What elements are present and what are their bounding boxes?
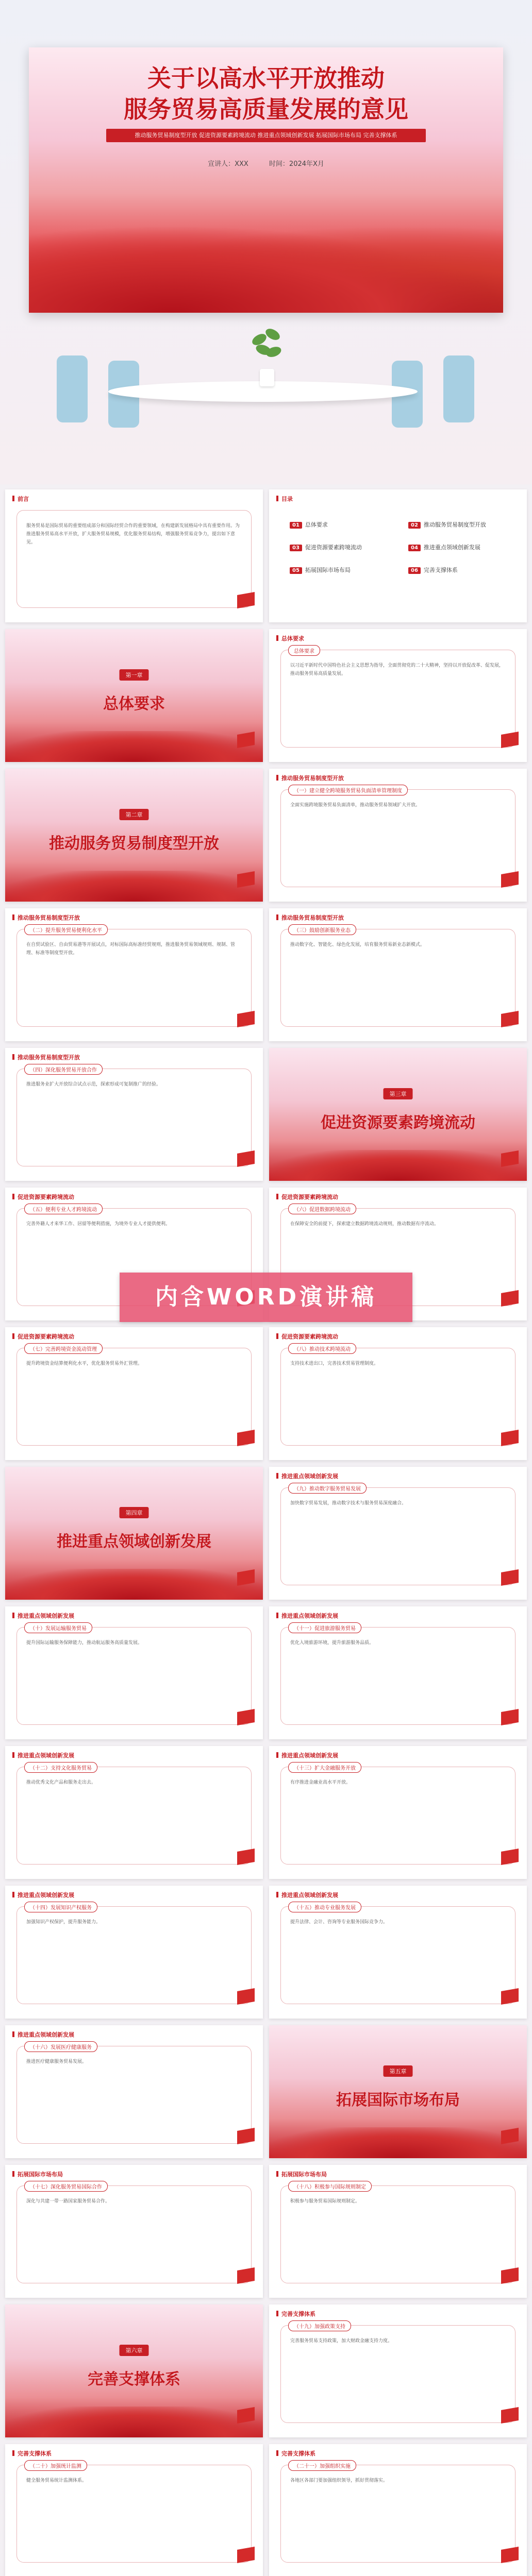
body-text: 支持技术进出口，完善技术贸易管理制度。	[290, 1361, 379, 1366]
slide-thumbnail	[5, 1746, 263, 1879]
slide-title: 拓展国际市场布局	[276, 2170, 327, 2178]
slide-thumbnail	[269, 1606, 527, 1739]
time-label: 时间：2024年X月	[269, 160, 324, 168]
toc-label: 总体要求	[305, 521, 328, 528]
cover-title	[29, 63, 503, 125]
slide-thumbnail	[5, 1606, 263, 1739]
mountain-image	[5, 871, 263, 902]
body-text: 积极参与服务贸易国际规则制定。	[290, 2199, 360, 2204]
slide-thumbnail	[269, 1327, 527, 1460]
chapter-heading: 拓展国际市场布局	[336, 2091, 460, 2109]
flag-icon	[237, 592, 255, 608]
section-pill: （五）便利专业人才跨境流动	[24, 1204, 103, 1214]
flag-icon	[501, 1849, 519, 1865]
body-text: 优化入境旅游环境，提升旅游服务品质。	[290, 1640, 374, 1646]
chapter-badge: 第四章	[120, 1507, 149, 1518]
slide-thumbnail	[269, 2025, 527, 2158]
content-card	[16, 1069, 252, 1166]
slide-thumbnail	[269, 629, 527, 762]
slide-thumbnail	[5, 908, 263, 1041]
slide-title: 促进资源要素跨境流动	[12, 1332, 74, 1341]
body-text: 提升国际运输服务保障能力，推动航运服务高质量发展。	[26, 1640, 143, 1646]
body-text: 推动数字化、智能化、绿色化发展，培育服务贸易新业态新模式。	[290, 942, 425, 947]
chapter-badge: 第六章	[120, 2345, 149, 2356]
section-pill: （一）建立健全跨境服务贸易负面清单管理制度	[288, 785, 408, 795]
slide-thumbnail	[5, 629, 263, 762]
content-card	[280, 2185, 516, 2283]
cover-subtitle: 推动服务贸易制度型开放 促进资源要素跨境流动 推进重点领域创新发展 拓展国际市场布局 完善支撑体系	[106, 129, 426, 142]
section-pill: （十四）发展知识产权服务	[24, 1902, 97, 1912]
body-text: 有序推进金融业高水平开放。	[290, 1780, 351, 1785]
content-card	[280, 1906, 516, 2004]
toc-item	[408, 566, 458, 574]
flag-icon	[501, 2267, 519, 2284]
content-card	[280, 1487, 516, 1585]
section-pill: （十二）支持文化服务贸易	[24, 1762, 97, 1773]
toc-item	[290, 520, 328, 529]
mountain-image	[269, 2127, 527, 2158]
section-pill: （十六）发展医疗健康服务	[24, 2041, 97, 2052]
slide-thumbnail	[5, 489, 263, 622]
slide-thumbnail	[5, 2304, 263, 2437]
slide-title: 推进重点领域创新发展	[276, 1612, 338, 1620]
slide-thumbnail	[269, 1746, 527, 1879]
slide-thumbnail	[5, 1886, 263, 2019]
slide-title: 目录	[276, 495, 293, 503]
presenter-label: 宣讲人：XXX	[208, 160, 248, 168]
mountain-image	[5, 2406, 263, 2437]
mountain-image	[5, 1569, 263, 1600]
content-card	[280, 929, 516, 1027]
slide-title: 促进资源要素跨境流动	[12, 1193, 74, 1201]
chapter-heading: 推动服务贸易制度型开放	[49, 835, 219, 853]
content-card	[16, 1627, 252, 1725]
body-text: 深化与共建一带一路国家服务贸易合作。	[26, 2199, 110, 2204]
toc-item	[290, 543, 362, 551]
slide-title: 拓展国际市场布局	[12, 2170, 63, 2178]
flag-icon	[237, 2267, 255, 2284]
slide-title: 完善支撑体系	[276, 2310, 315, 2318]
slide-thumbnail	[5, 2165, 263, 2298]
toc-item	[408, 543, 480, 551]
section-pill: 总体要求	[288, 645, 320, 656]
chapter-badge: 第二章	[120, 809, 149, 820]
slide-thumbnail	[5, 2025, 263, 2158]
slide-title: 推动服务贸易制度型开放	[12, 913, 80, 922]
slide-title: 前言	[12, 495, 29, 503]
section-pill: （九）推动数字服务贸易发展	[288, 1483, 367, 1494]
slide-title: 完善支撑体系	[12, 2449, 52, 2458]
toc-item	[290, 566, 351, 574]
section-pill: （八）推动技术跨境流动	[288, 1343, 356, 1354]
body-text: 提升跨境资金结算便利化水平，优化服务贸易外汇管理。	[26, 1361, 143, 1366]
chapter-heading: 总体要求	[103, 695, 165, 713]
content-card	[16, 1906, 252, 2004]
section-pill: （十五）推动专业服务发展	[288, 1902, 361, 1912]
body-text: 完善服务贸易支持政策，加大财政金融支持力度。	[290, 2338, 393, 2344]
slide-title: 促进资源要素跨境流动	[276, 1332, 338, 1341]
toc-number: 04	[408, 545, 421, 551]
body-text: 健全服务贸易统计监测体系。	[26, 2478, 87, 2483]
chapter-badge: 第五章	[384, 2065, 413, 2077]
content-card	[16, 2185, 252, 2283]
toc-label: 推动服务贸易制度型开放	[423, 521, 486, 528]
section-pill: （三）鼓励创新服务业态	[288, 924, 356, 935]
toc-number: 06	[408, 567, 421, 574]
flag-icon	[501, 732, 519, 748]
flag-icon	[237, 1988, 255, 2005]
chapter-heading: 促进资源要素跨境流动	[321, 1114, 475, 1132]
flag-icon	[237, 1150, 255, 1167]
section-pill: （十九）加强政策支持	[288, 2320, 351, 2331]
slide-title: 推动服务贸易制度型开放	[12, 1053, 80, 1061]
content-card	[280, 2465, 516, 2563]
mountain-image	[5, 731, 263, 762]
slide-title: 推进重点领域创新发展	[12, 1751, 74, 1759]
section-pill: （十七）深化服务贸易国际合作	[24, 2181, 108, 2192]
toc-number: 02	[408, 522, 421, 529]
toc-item	[408, 520, 486, 529]
content-card	[280, 1348, 516, 1446]
content-card	[280, 2325, 516, 2423]
cover-title-line1: 关于以高水平开放推动	[147, 64, 385, 92]
body-text: 加快数字贸易发展，推动数字技术与服务贸易深度融合。	[290, 1501, 407, 1506]
body-text: 服务贸易是国际贸易的重要组成部分和国际经贸合作的重要领域，在构建新发展格局中具有重要作用。为推进服务贸易高水平开放，扩大服务贸易规模，优化服务贸易结构，增强服务贸易竞争力，提出如下意见。	[26, 523, 240, 545]
slide-title: 推进重点领域创新发展	[12, 1891, 74, 1899]
flag-icon	[501, 871, 519, 888]
chapter-heading: 推进重点领域创新发展	[57, 1533, 211, 1551]
section-pill: （十一）促进旅游服务贸易	[288, 1622, 361, 1633]
section-pill: （七）完善跨境资金流动管理	[24, 1343, 103, 1354]
flag-icon	[237, 1430, 255, 1446]
flag-icon	[501, 1011, 519, 1027]
content-card	[16, 929, 252, 1027]
slide-thumbnail	[5, 1327, 263, 1460]
cover-slide	[29, 47, 503, 313]
slide-thumbnail	[269, 908, 527, 1041]
flag-icon	[237, 2547, 255, 2563]
flag-icon	[501, 2547, 519, 2563]
slide-thumbnail	[269, 2304, 527, 2437]
slide-thumbnail	[269, 1886, 527, 2019]
slide-title: 总体要求	[276, 634, 304, 642]
mountain-image	[29, 225, 503, 313]
section-pill: （二十）加强统计监测	[24, 2460, 87, 2471]
toc-number: 01	[290, 522, 302, 529]
slide-title: 推动服务贸易制度型开放	[276, 913, 344, 922]
flag-icon	[237, 1011, 255, 1027]
body-text: 推进服务业扩大开放综合试点示范，探索形成可复制推广的经验。	[26, 1082, 161, 1087]
flag-icon	[501, 2407, 519, 2424]
body-text: 提升法律、会计、咨询等专业服务国际竞争力。	[290, 1920, 388, 1925]
slide-thumbnail	[269, 2165, 527, 2298]
chair-image	[57, 355, 88, 422]
section-pill: （四）深化服务贸易开放合作	[24, 1064, 103, 1075]
body-text: 推进医疗健康服务贸易发展。	[26, 2059, 87, 2064]
cover-scene	[0, 0, 532, 484]
content-card	[16, 1767, 252, 1865]
slide-thumbnail	[5, 2444, 263, 2576]
section-pill: （二）提升服务贸易便利化水平	[24, 924, 108, 935]
content-card	[280, 789, 516, 887]
mountain-image	[269, 1150, 527, 1181]
plant-image	[252, 330, 282, 386]
chapter-heading: 完善支撑体系	[88, 2370, 180, 2388]
content-card	[16, 2046, 252, 2144]
body-text: 以习近平新时代中国特色社会主义思想为指导，全面贯彻党的二十大精神，坚持以开放促改革、促发展，推动服务贸易高质量发展。	[290, 663, 504, 676]
content-card	[16, 2465, 252, 2563]
slide-thumbnail	[269, 489, 527, 622]
slide-thumbnail	[5, 1048, 263, 1181]
toc-label: 完善支撑体系	[423, 567, 458, 573]
chapter-badge: 第一章	[120, 669, 149, 681]
toc-label: 拓展国际市场布局	[305, 567, 351, 573]
slide-title: 推进重点领域创新发展	[276, 1891, 338, 1899]
toc-label: 促进资源要素跨境流动	[305, 544, 362, 551]
body-text: 完善外籍人才来华工作、居留等便利措施，为境外专业人才提供便利。	[26, 1222, 171, 1227]
flag-icon	[501, 1988, 519, 2005]
slide-thumbnail	[5, 1467, 263, 1600]
flag-icon	[237, 1849, 255, 1865]
slide-title: 推进重点领域创新发展	[276, 1751, 338, 1759]
cover-meta	[29, 158, 503, 168]
body-text: 在自贸试验区、自由贸易港等开展试点，对标国际高标准经贸规则，推进服务贸易领域规则、规制、管理、标准等制度型开放。	[26, 942, 236, 956]
slide-title: 推进重点领域创新发展	[12, 1612, 74, 1620]
section-pill: （十八）积极参与国际规则制定	[288, 2181, 372, 2192]
flag-icon	[237, 1709, 255, 1725]
toc-label: 推进重点领域创新发展	[423, 544, 480, 551]
toc-number: 05	[290, 567, 302, 574]
flag-icon	[237, 2128, 255, 2144]
slide-thumbnail	[269, 769, 527, 902]
body-text: 加强知识产权保护，提升服务能力。	[26, 1920, 101, 1925]
content-card	[280, 1767, 516, 1865]
body-text: 在保障安全的前提下，探索建立数据跨境流动规则，推动数据有序流动。	[290, 1222, 439, 1227]
section-pill: （十三）扩大金融服务开放	[288, 1762, 361, 1773]
slide-thumbnail	[269, 1048, 527, 1181]
section-pill: （六）促进数据跨境流动	[288, 1204, 356, 1214]
content-card	[16, 1348, 252, 1446]
body-text: 各地区各部门要加强组织领导，抓好贯彻落实。	[290, 2478, 388, 2483]
slide-thumbnail	[269, 2444, 527, 2576]
flag-icon	[501, 1430, 519, 1446]
slide-title: 完善支撑体系	[276, 2449, 315, 2458]
slide-thumbnail	[5, 769, 263, 902]
section-pill: （二十一）加强组织实施	[288, 2460, 356, 2471]
toc-number: 03	[290, 545, 302, 551]
section-pill: （十）发展运输服务贸易	[24, 1622, 92, 1633]
cover-title-line2: 服务贸易高质量发展的意见	[124, 95, 408, 123]
body-text: 全面实施跨境服务贸易负面清单，推动服务贸易领域扩大开放。	[290, 803, 421, 808]
content-card	[280, 650, 516, 748]
slide-title: 推进重点领域创新发展	[276, 1472, 338, 1480]
slide-title: 推动服务贸易制度型开放	[276, 774, 344, 782]
chair-image	[443, 355, 474, 422]
body-text: 推动优秀文化产品和服务走出去。	[26, 1780, 96, 1785]
flag-icon	[501, 1290, 519, 1307]
watermark-label: 内含WORD演讲稿	[120, 1273, 412, 1322]
content-card	[16, 510, 252, 608]
chapter-badge: 第三章	[384, 1088, 413, 1099]
slide-thumbnail	[269, 1467, 527, 1600]
slide-title: 促进资源要素跨境流动	[276, 1193, 338, 1201]
content-card	[280, 1627, 516, 1725]
slide-title: 推进重点领域创新发展	[12, 2030, 74, 2039]
flag-icon	[501, 1569, 519, 1586]
flag-icon	[501, 1709, 519, 1725]
